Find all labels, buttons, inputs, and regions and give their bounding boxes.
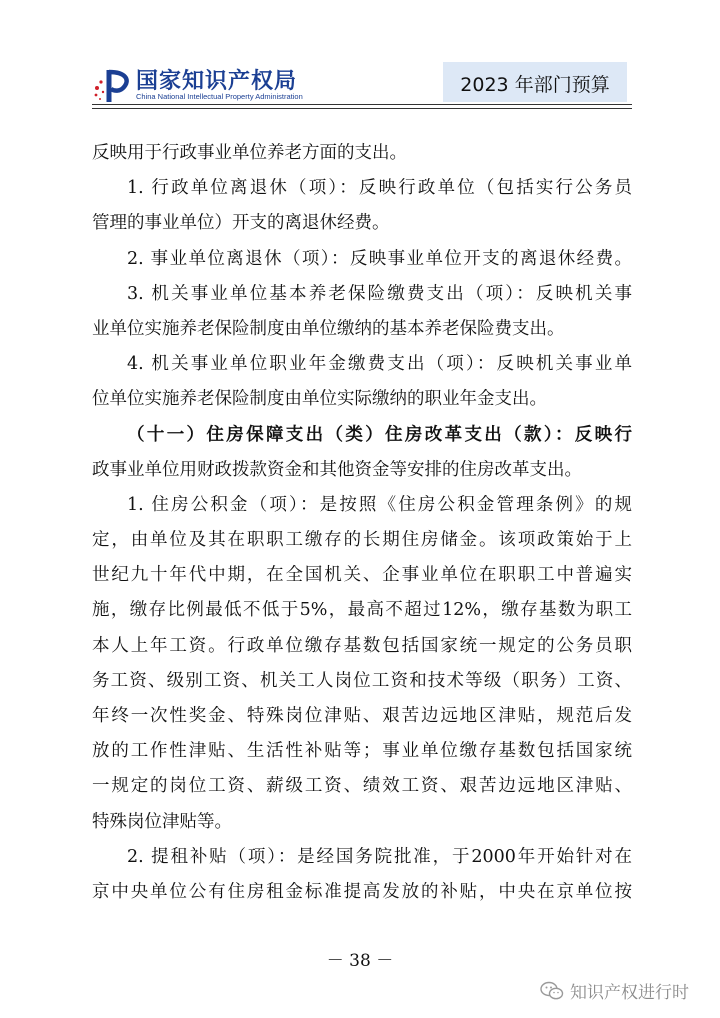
text-line: 反映用于行政事业单位养老方面的支出。 [92, 143, 407, 163]
body-text [92, 136, 632, 910]
text-line: 年终一次性奖金、特殊岗位津贴、艰苦边远地区津贴，规范后发 [92, 706, 632, 726]
header-divider [92, 104, 632, 105]
text-line: 本人上年工资。行政单位缴存基数包括国家统一规定的公务员职 [92, 635, 632, 656]
text-line: 1. 住房公积金（项）：是按照《住房公积金管理条例》的规 [127, 494, 632, 515]
text-line: 3. 机关事业单位基本养老保险缴费支出（项）：反映机关事 [127, 283, 632, 304]
text-line: 放的工作性津贴、生活性补贴等；事业单位缴存基数包括国家统 [92, 741, 632, 762]
watermark [540, 978, 689, 1003]
org-name-cn: 国家知识产权局 [136, 69, 298, 94]
text-line: 定，由单位及其在职职工缴存的长期住房储金。该项政策始于上 [92, 530, 632, 551]
text-line: 2. 提租补贴（项）：是经国务院批准，于2000年开始针对在 [127, 846, 632, 867]
header-divider-thin [92, 108, 632, 109]
text-line: 世纪九十年代中期，在全国机关、企事业单位在职职工中普遍实 [92, 565, 632, 586]
text-line: 4. 机关事业单位职业年金缴费支出（项）：反映机关事业单 [127, 354, 632, 375]
page-header [0, 0, 720, 130]
text-line: 位单位实施养老保险制度由单位实际缴纳的职业年金支出。 [92, 389, 547, 410]
doc-title-box [440, 62, 627, 102]
text-line: 管理的事业单位）开支的离退休经费。 [92, 213, 390, 234]
text-line: 一规定的岗位工资、薪级工资、绩效工资、艰苦边远地区津贴、 [92, 776, 632, 797]
section-heading-line: （十一）住房保障支出（类）住房改革支出（款）：反映行 [127, 424, 632, 445]
org-name-en: China National Intellectual Property Administration [136, 92, 303, 101]
cnipa-logo-icon [92, 64, 132, 104]
text-line: 特殊岗位津贴等。 [92, 811, 232, 832]
text-line: 1. 行政单位离退休（项）：反映行政单位（包括实行公务员 [127, 178, 632, 199]
text-line: 施，缴存比例最低不低于5%，最高不超过12%，缴存基数为职工 [92, 600, 632, 621]
text-line: 京中央单位公有住房租金标准提高发放的补贴，中央在京单位按 [92, 881, 632, 902]
text-line: 政事业单位用财政拨款资金和其他资金等安排的住房改革支出。 [92, 459, 582, 480]
doc-title: 2023 年部门预算 [460, 74, 610, 96]
watermark-text: 知识产权进行时 [570, 983, 689, 1003]
text-line: 业单位实施养老保险制度由单位缴纳的基本养老保险费支出。 [92, 318, 565, 339]
text-line: 2. 事业单位离退休（项）：反映事业单位开支的离退休经费。 [127, 248, 632, 269]
wechat-icon [540, 981, 564, 1001]
page-number: － 38 － [326, 951, 394, 971]
text-line: 务工资、级别工资、机关工人岗位工资和技术等级（职务）工资、 [92, 670, 632, 691]
